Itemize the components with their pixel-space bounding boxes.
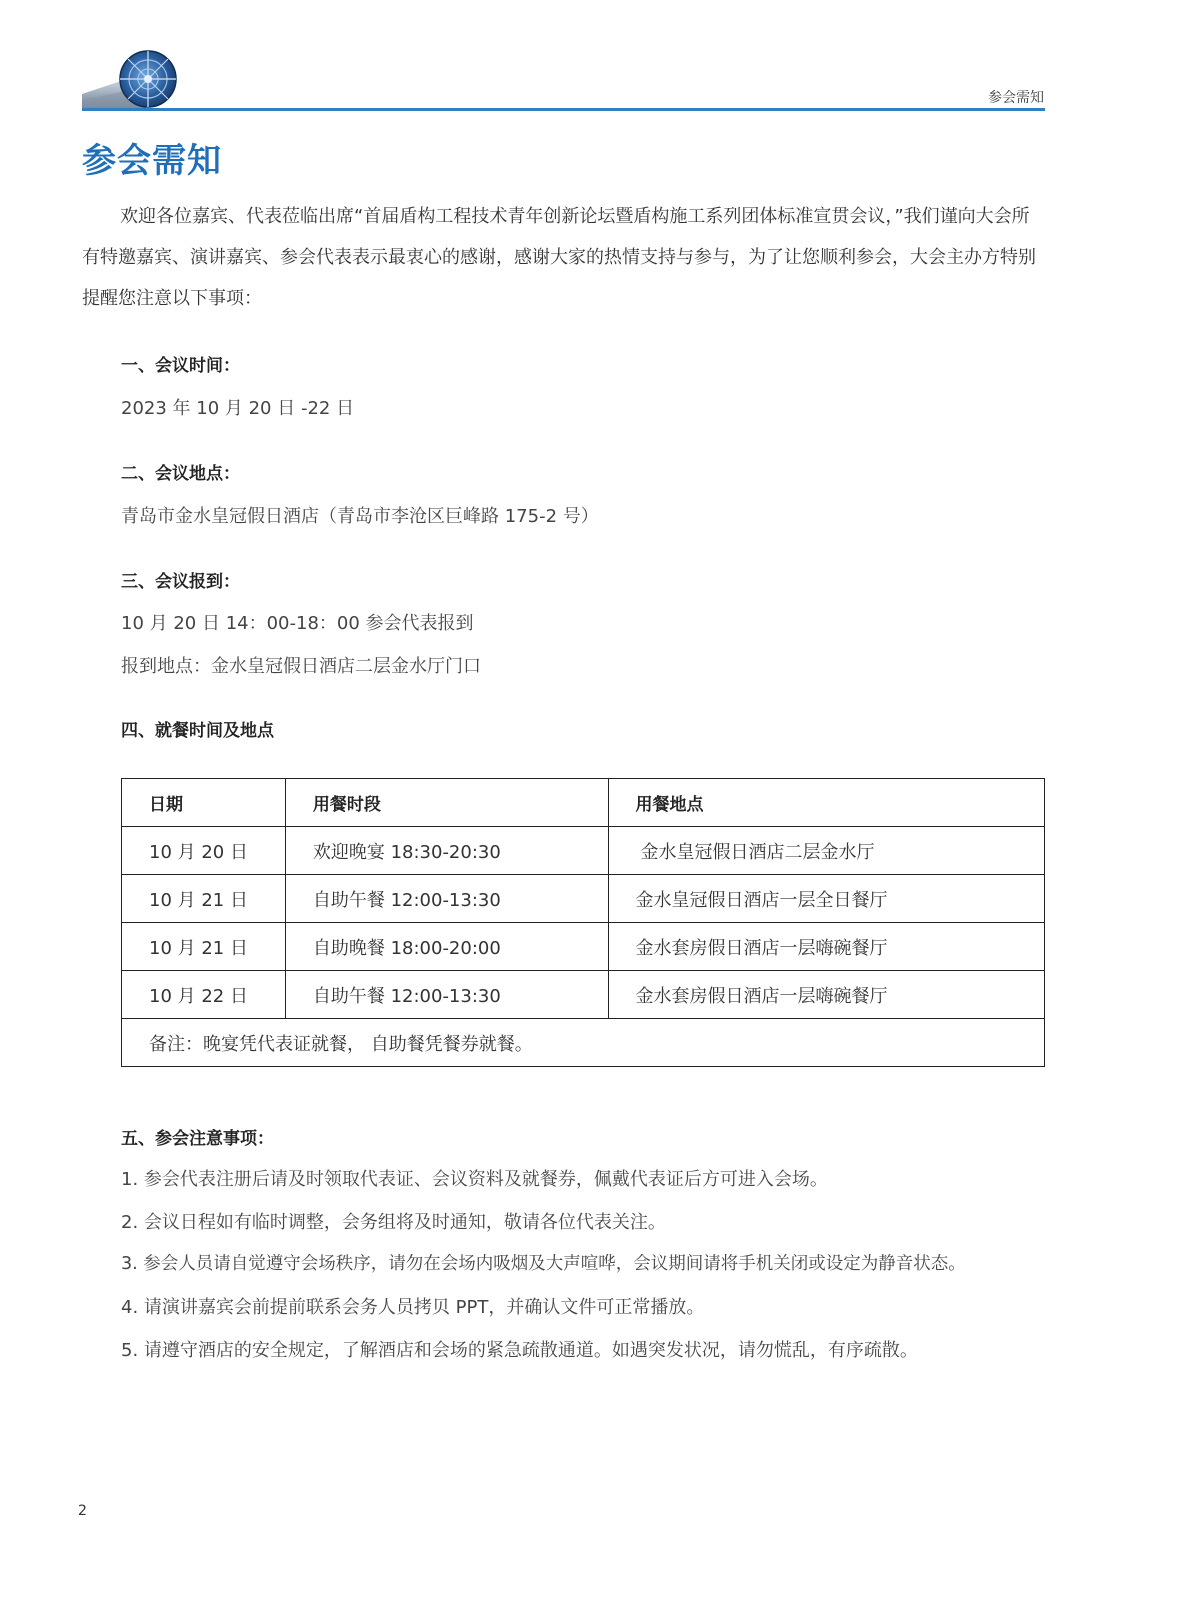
page-title: 参会需知: [82, 141, 222, 181]
page-number: 2: [78, 1503, 87, 1519]
table-cell-location: 金水皇冠假日酒店一层全日餐厅: [608, 875, 1044, 923]
note-item: 5. 请遵守酒店的安全规定，了解酒店和会场的紧急疏散通道。如遇突发状况，请勿慌乱，有序疏散。: [121, 1340, 918, 1361]
table-header-cell: 用餐地点: [608, 779, 1044, 827]
section-time-heading: 一、会议时间：: [121, 356, 240, 376]
note-item: 3. 参会人员请自觉遵守会场秩序，请勿在会场内吸烟及大声喧哗，会议期间请将手机关闭或设定为静音状态。: [121, 1254, 966, 1274]
table-cell-meal: 自助晚餐 18:00-20:00: [285, 923, 608, 971]
tunnel-boring-machine-icon: [82, 48, 182, 112]
table-note: 备注：晚宴凭代表证就餐， 自助餐凭餐券就餐。: [122, 1019, 1045, 1067]
table-cell-date: 10 月 21 日: [122, 923, 286, 971]
table-cell-date: 10 月 20 日: [122, 827, 286, 875]
header-section-label: 参会需知: [988, 90, 1044, 106]
meeting-time-text: 2023 年 10 月 20 日 -22 日: [121, 398, 355, 419]
table-row: [122, 875, 1045, 923]
table-cell-date: 10 月 22 日: [122, 971, 286, 1019]
note-item: 4. 请演讲嘉宾会前提前联系会务人员拷贝 PPT，并确认文件可正常播放。: [121, 1297, 705, 1318]
table-cell-date: 10 月 21 日: [122, 875, 286, 923]
table-cell-meal: 自助午餐 12:00-13:30: [285, 971, 608, 1019]
note-item: 2. 会议日程如有临时调整，会务组将及时通知，敬请各位代表关注。: [121, 1212, 666, 1233]
table-cell-meal: 欢迎晚宴 18:30-20:30: [285, 827, 608, 875]
section-dining-heading: 四、就餐时间及地点: [121, 721, 274, 741]
table-row: [122, 971, 1045, 1019]
table-header-row: [122, 779, 1045, 827]
meeting-venue-text: 青岛市金水皇冠假日酒店（青岛市李沧区巨峰路 175-2 号）: [121, 506, 599, 527]
header-divider: [82, 108, 1045, 111]
section-notes-heading: 五、参会注意事项：: [121, 1129, 274, 1149]
registration-time-text: 10 月 20 日 14：00-18：00 参会代表报到: [121, 613, 474, 634]
registration-location-text: 报到地点：金水皇冠假日酒店二层金水厅门口: [121, 656, 481, 677]
dining-table: [121, 778, 1045, 1067]
section-venue-heading: 二、会议地点：: [121, 464, 240, 484]
table-header-cell: 日期: [122, 779, 286, 827]
table-row: [122, 827, 1045, 875]
table-row: [122, 923, 1045, 971]
table-cell-location: 金水套房假日酒店一层嗨碗餐厅: [608, 923, 1044, 971]
table-note-row: [122, 1019, 1045, 1067]
intro-paragraph: 欢迎各位嘉宾、代表莅临出席“首届盾构工程技术青年创新论坛暨盾构施工系列团体标准宣贯会议，”我们谨向大会所有特邀嘉宾、演讲嘉宾、参会代表表示最衷心的感谢，感谢大家的热情支持与参与，为了让您顺利参会，大会主办方特别提醒您注意以下事项：: [82, 206, 1036, 309]
note-item: 1. 参会代表注册后请及时领取代表证、会议资料及就餐券，佩戴代表证后方可进入会场。: [121, 1169, 828, 1190]
table-header-cell: 用餐时段: [285, 779, 608, 827]
table-cell-meal: 自助午餐 12:00-13:30: [285, 875, 608, 923]
section-registration-heading: 三、会议报到：: [121, 572, 240, 592]
table-cell-location: 金水套房假日酒店一层嗨碗餐厅: [608, 971, 1044, 1019]
table-cell-location: 金水皇冠假日酒店二层金水厅: [608, 827, 1044, 875]
